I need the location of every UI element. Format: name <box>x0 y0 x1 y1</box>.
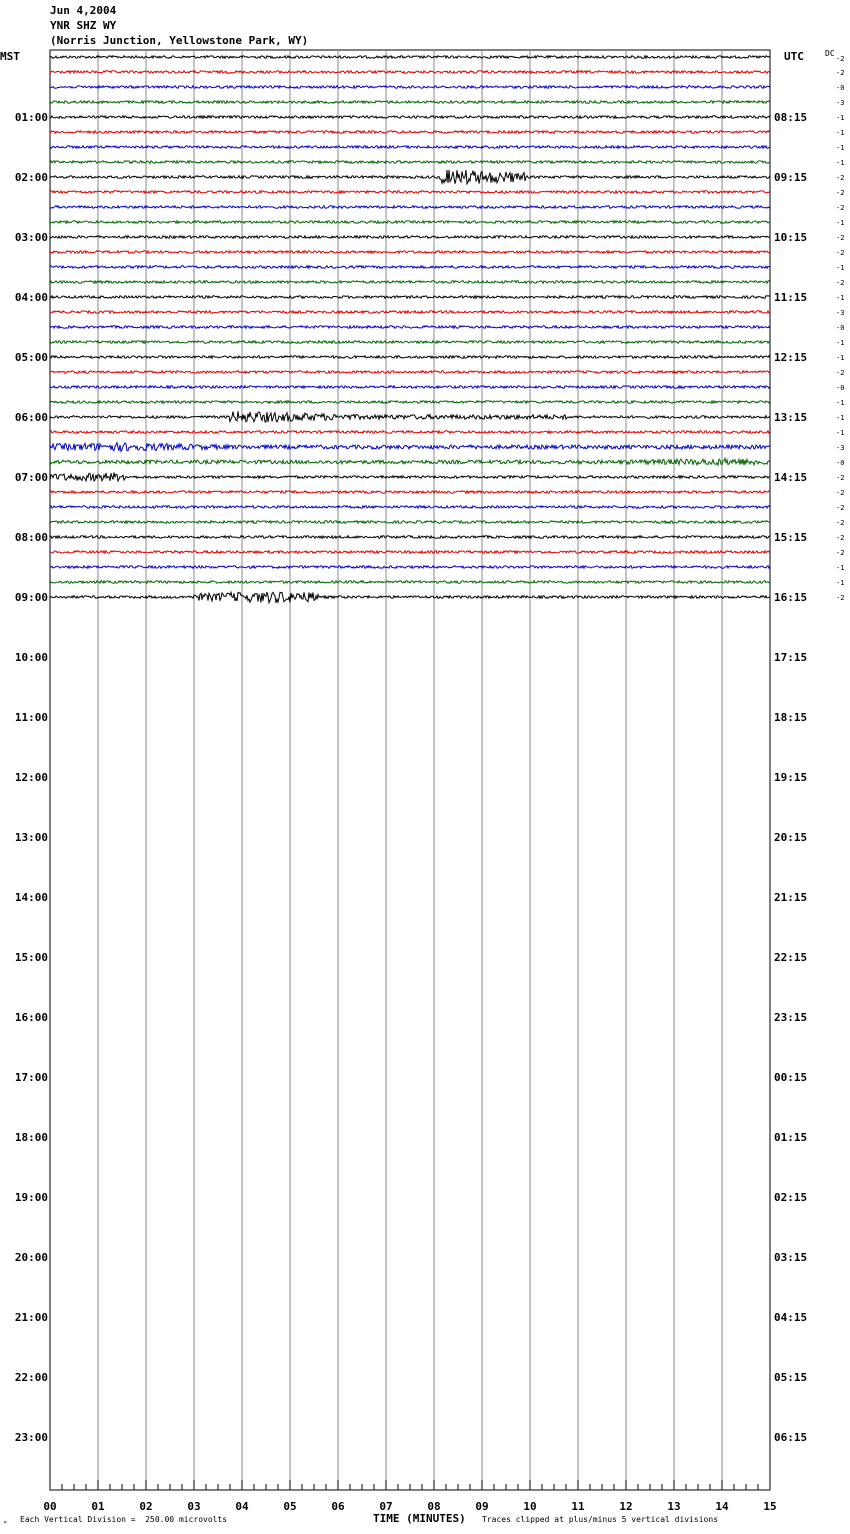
x-tick-label: 15 <box>763 1500 777 1513</box>
seismic-trace <box>50 131 770 134</box>
seismic-trace <box>50 506 770 509</box>
seismic-trace <box>50 56 770 59</box>
right-hour-label: 14:15 <box>774 471 808 484</box>
seismic-trace <box>50 581 770 584</box>
left-hour-label: 22:00 <box>14 1371 48 1384</box>
left-hour-label: 09:00 <box>14 591 48 604</box>
dc-label: DC <box>825 49 835 58</box>
right-hour-label: 02:15 <box>774 1191 808 1204</box>
x-tick-label: 12 <box>619 1500 633 1513</box>
left-hour-label: 03:00 <box>14 231 48 244</box>
left-hour-label: 19:00 <box>14 1191 48 1204</box>
x-tick-label: 04 <box>235 1500 249 1513</box>
dc-offset-value: -0 <box>836 459 845 467</box>
dc-offset-value: -2 <box>836 519 845 527</box>
seismic-trace <box>50 491 770 494</box>
dc-offset-value: -1 <box>836 264 845 272</box>
x-tick-label: 05 <box>283 1500 297 1513</box>
x-tick-label: 02 <box>139 1500 153 1513</box>
right-hour-label: 18:15 <box>774 711 808 724</box>
seismic-trace <box>50 221 770 224</box>
dc-offset-value: -2 <box>836 489 845 497</box>
seismic-trace <box>50 251 770 254</box>
dc-offset-value: -1 <box>836 564 845 572</box>
right-hour-label: 01:15 <box>774 1131 808 1144</box>
left-hour-label: 23:00 <box>14 1431 48 1444</box>
dc-offset-value: -1 <box>836 144 845 152</box>
left-hour-label: 06:00 <box>14 411 48 424</box>
right-hour-label: 09:15 <box>774 171 808 184</box>
station-code: YNR SHZ WY <box>50 19 117 32</box>
right-hour-label: 21:15 <box>774 891 808 904</box>
plot-frame <box>50 50 770 1490</box>
seismic-trace <box>50 431 770 434</box>
x-tick-label: 01 <box>91 1500 105 1513</box>
left-hour-label: 02:00 <box>14 171 48 184</box>
dc-offset-value: -1 <box>836 159 845 167</box>
right-hour-label: 04:15 <box>774 1311 808 1324</box>
seismic-trace <box>50 386 770 389</box>
dc-offset-value: -2 <box>836 55 845 63</box>
seismic-trace <box>50 71 770 74</box>
right-hour-label: 11:15 <box>774 291 808 304</box>
x-tick-label: 11 <box>571 1500 585 1513</box>
left-timezone-label: MST <box>0 50 20 63</box>
right-hour-label: 17:15 <box>774 651 808 664</box>
dc-offset-value: -2 <box>836 174 845 182</box>
right-hour-label: 19:15 <box>774 771 808 784</box>
dc-offset-value: -1 <box>836 414 845 422</box>
seismic-trace <box>50 311 770 314</box>
seismic-trace <box>50 411 770 422</box>
x-tick-label: 13 <box>667 1500 681 1513</box>
seismic-trace <box>50 341 770 344</box>
x-tick-label: 03 <box>187 1500 201 1513</box>
seismic-trace <box>50 206 770 209</box>
logo-mark: ᴹ <box>3 1520 8 1528</box>
left-hour-label: 13:00 <box>14 831 48 844</box>
dc-offset-value: -3 <box>836 444 845 452</box>
right-hour-label: 00:15 <box>774 1071 808 1084</box>
dc-offset-value: -0 <box>836 324 845 332</box>
dc-offset-value: -3 <box>836 309 845 317</box>
seismic-trace <box>50 116 770 119</box>
dc-offset-value: -2 <box>836 204 845 212</box>
dc-offset-value: -2 <box>836 234 845 242</box>
right-hour-label: 10:15 <box>774 231 808 244</box>
right-hour-label: 22:15 <box>774 951 808 964</box>
seismic-trace <box>50 296 770 299</box>
left-hour-label: 12:00 <box>14 771 48 784</box>
left-hour-label: 14:00 <box>14 891 48 904</box>
dc-offset-value: -0 <box>836 384 845 392</box>
seismic-trace <box>50 146 770 149</box>
left-hour-label: 07:00 <box>14 471 48 484</box>
dc-offset-value: -0 <box>836 84 845 92</box>
dc-offset-value: -1 <box>836 429 845 437</box>
seismic-trace <box>50 592 770 603</box>
seismic-trace <box>50 161 770 164</box>
dc-offset-value: -2 <box>836 189 845 197</box>
dc-offset-value: -2 <box>836 504 845 512</box>
dc-offset-value: -2 <box>836 249 845 257</box>
dc-offset-value: -2 <box>836 594 845 602</box>
seismic-trace <box>50 566 770 569</box>
seismic-trace <box>50 86 770 89</box>
chart-date: Jun 4,2004 <box>50 4 117 17</box>
left-hour-label: 10:00 <box>14 651 48 664</box>
seismic-trace <box>50 473 770 482</box>
x-tick-label: 00 <box>43 1500 57 1513</box>
left-hour-label: 21:00 <box>14 1311 48 1324</box>
dc-offset-value: -3 <box>836 99 845 107</box>
seismic-trace <box>50 281 770 284</box>
right-hour-label: 08:15 <box>774 111 808 124</box>
left-hour-label: 20:00 <box>14 1251 48 1264</box>
seismic-trace <box>50 521 770 524</box>
right-hour-label: 23:15 <box>774 1011 808 1024</box>
station-location: (Norris Junction, Yellowstone Park, WY) <box>50 34 309 47</box>
dc-offset-value: -1 <box>836 579 845 587</box>
dc-offset-value: -1 <box>836 114 845 122</box>
scale-note: Each Vertical Division = 250.00 microvolts <box>20 1515 228 1524</box>
dc-offset-value: -1 <box>836 354 845 362</box>
x-tick-label: 14 <box>715 1500 729 1513</box>
x-tick-label: 09 <box>475 1500 489 1513</box>
seismic-trace <box>50 326 770 329</box>
right-hour-label: 12:15 <box>774 351 808 364</box>
dc-offset-value: -2 <box>836 69 845 77</box>
dc-offset-value: -2 <box>836 534 845 542</box>
left-hour-label: 05:00 <box>14 351 48 364</box>
seismic-trace <box>50 536 770 539</box>
dc-offset-value: -2 <box>836 279 845 287</box>
dc-offset-value: -2 <box>836 369 845 377</box>
dc-offset-value: -1 <box>836 219 845 227</box>
right-hour-label: 06:15 <box>774 1431 808 1444</box>
seismic-trace <box>50 551 770 554</box>
right-timezone-label: UTC <box>784 50 804 63</box>
left-hour-label: 01:00 <box>14 111 48 124</box>
left-hour-label: 04:00 <box>14 291 48 304</box>
x-tick-label: 08 <box>427 1500 441 1513</box>
right-hour-label: 03:15 <box>774 1251 808 1264</box>
right-hour-label: 20:15 <box>774 831 808 844</box>
seismic-trace <box>50 236 770 239</box>
right-hour-label: 13:15 <box>774 411 808 424</box>
left-hour-label: 08:00 <box>14 531 48 544</box>
right-hour-label: 16:15 <box>774 591 808 604</box>
seismic-trace <box>50 356 770 359</box>
clip-note: Traces clipped at plus/minus 5 vertical divisions <box>482 1515 719 1524</box>
dc-offset-value: -1 <box>836 339 845 347</box>
seismic-trace <box>50 170 770 184</box>
seismic-trace <box>50 191 770 194</box>
x-tick-label: 10 <box>523 1500 537 1513</box>
left-hour-label: 11:00 <box>14 711 48 724</box>
seismic-trace <box>50 266 770 269</box>
seismic-trace <box>50 458 770 465</box>
left-hour-label: 18:00 <box>14 1131 48 1144</box>
x-tick-label: 07 <box>379 1500 393 1513</box>
seismic-trace <box>50 401 770 404</box>
right-hour-label: 15:15 <box>774 531 808 544</box>
dc-offset-value: -1 <box>836 129 845 137</box>
dc-offset-value: -1 <box>836 399 845 407</box>
dc-offset-value: -2 <box>836 549 845 557</box>
x-axis-label: TIME (MINUTES) <box>373 1512 466 1525</box>
left-hour-label: 16:00 <box>14 1011 48 1024</box>
x-tick-label: 06 <box>331 1500 345 1513</box>
left-hour-label: 15:00 <box>14 951 48 964</box>
right-hour-label: 05:15 <box>774 1371 808 1384</box>
left-hour-label: 17:00 <box>14 1071 48 1084</box>
seismic-trace <box>50 443 770 452</box>
dc-offset-value: -1 <box>836 294 845 302</box>
seismic-trace <box>50 101 770 104</box>
seismic-trace <box>50 371 770 374</box>
dc-offset-value: -2 <box>836 474 845 482</box>
